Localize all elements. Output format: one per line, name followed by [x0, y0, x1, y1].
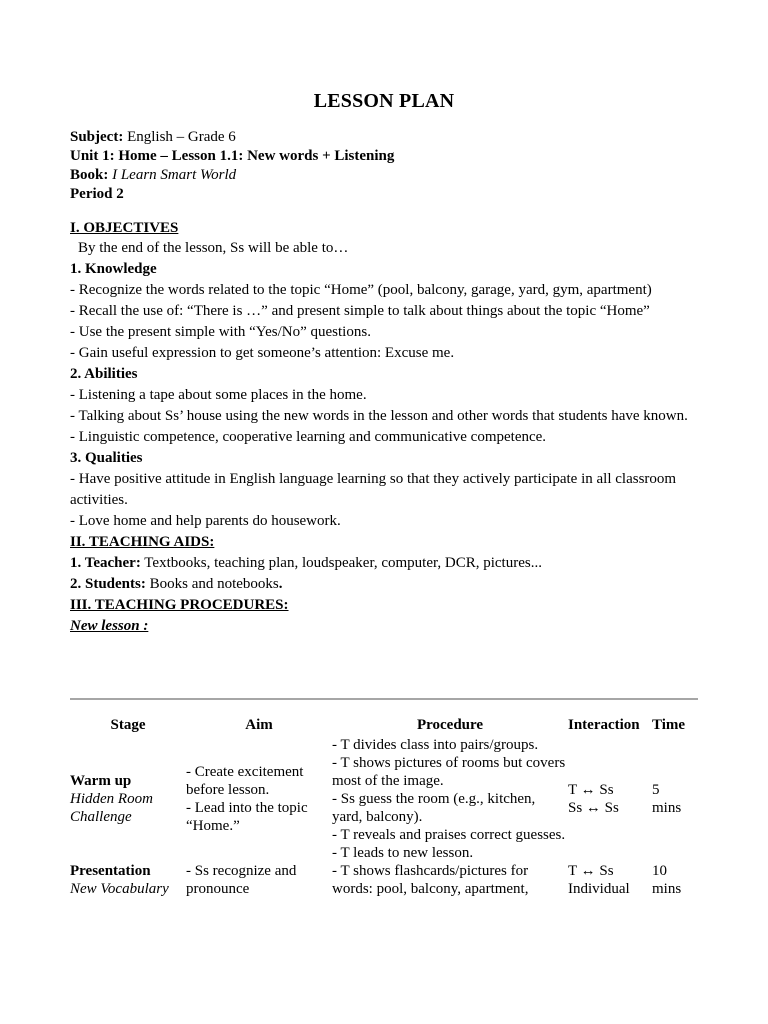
interaction-item: Individual	[568, 881, 630, 897]
procedure-item: - T divides class into pairs/groups.	[332, 737, 539, 753]
knowledge-item: - Recognize the words related to the topic “Home” (pool, balcony, garage, yard, gym, apartment)	[70, 282, 652, 298]
horizontal-rule	[70, 698, 698, 700]
procedure-cell	[332, 862, 568, 898]
aim-item: - Ss recognize and pronounce	[186, 863, 297, 897]
stage-cell	[70, 736, 186, 862]
table-header-row	[70, 716, 698, 736]
knowledge-item: - Recall the use of: “There is …” and present simple to talk about things about the topic “Home”	[70, 303, 650, 319]
aim-cell	[186, 736, 332, 862]
aim-item: - Create excitement before lesson.	[186, 764, 304, 798]
stage-title: Presentation	[70, 863, 151, 879]
column-header-aim: Aim	[245, 717, 273, 733]
stage-cell	[70, 862, 186, 898]
qualities-heading: 3. Qualities	[70, 450, 143, 466]
time-unit: mins	[652, 800, 682, 816]
table-row	[70, 862, 698, 898]
stage-subtitle: New Vocabulary	[70, 881, 169, 897]
table-row	[70, 736, 698, 862]
procedures-heading: III. TEACHING PROCEDURES:	[70, 597, 289, 613]
teacher-label: 1. Teacher:	[70, 555, 141, 571]
stage-subtitle: Hidden Room Challenge	[70, 791, 153, 825]
stage-title: Warm up	[70, 773, 132, 789]
document-body	[70, 128, 700, 637]
time-cell	[652, 862, 698, 898]
subject-label: Subject:	[70, 129, 124, 145]
procedure-item: - T shows flashcards/pictures for words: pool, balcony, apartment,	[332, 863, 529, 897]
procedure-item: - T reveals and praises correct guesses.	[332, 827, 566, 843]
teacher-value: Textbooks, teaching plan, loudspeaker, computer, DCR, pictures...	[140, 555, 542, 571]
qualities-item: - Have positive attitude in English language learning so that they actively participate in all classroom activities.	[70, 471, 677, 508]
time-cell	[652, 736, 698, 862]
procedure-cell	[332, 736, 568, 862]
column-header-time: Time	[652, 717, 686, 733]
procedure-item: - T shows pictures of rooms but covers most of the image.	[332, 755, 566, 789]
aim-cell	[186, 862, 332, 898]
interaction-item: T ↔ Ss	[568, 782, 614, 798]
interaction-item: T ↔ Ss	[568, 863, 614, 879]
unit-line: Unit 1: Home – Lesson 1.1: New words + Listening	[70, 148, 395, 164]
procedure-item: - T leads to new lesson.	[332, 845, 474, 861]
interaction-cell	[568, 862, 652, 898]
abilities-item: - Linguistic competence, cooperative learning and communicative competence.	[70, 429, 547, 445]
book-label: Book:	[70, 167, 109, 183]
column-header-interaction: Interaction	[568, 717, 640, 733]
abilities-item: - Listening a tape about some places in the home.	[70, 387, 367, 403]
interaction-cell	[568, 736, 652, 862]
page-title: LESSON PLAN	[313, 90, 455, 112]
knowledge-heading: 1. Knowledge	[70, 261, 157, 277]
procedure-item: - Ss guess the room (e.g., kitchen, yard, balcony).	[332, 791, 536, 825]
procedures-table	[70, 716, 698, 898]
objectives-intro: By the end of the lesson, Ss will be able to…	[78, 240, 349, 256]
qualities-item: - Love home and help parents do housework.	[70, 513, 341, 529]
aim-item: - Lead into the topic “Home.”	[186, 800, 308, 834]
time-unit: mins	[652, 881, 682, 897]
abilities-heading: 2. Abilities	[70, 366, 138, 382]
column-header-procedure: Procedure	[416, 717, 484, 733]
abilities-item: - Talking about Ss’ house using the new words in the lesson and other words that students have known.	[70, 408, 688, 424]
knowledge-item: - Use the present simple with “Yes/No” questions.	[70, 324, 371, 340]
teaching-aids-heading: II. TEACHING AIDS:	[70, 534, 215, 550]
students-end: .	[278, 576, 283, 592]
time-value: 10	[652, 863, 667, 879]
subject-value: English – Grade 6	[123, 129, 236, 145]
time-value: 5	[652, 782, 660, 798]
objectives-heading: I. OBJECTIVES	[70, 220, 179, 236]
students-label: 2. Students:	[70, 576, 146, 592]
knowledge-item: - Gain useful expression to get someone’s attention: Excuse me.	[70, 345, 455, 361]
book-value: I Learn Smart World	[112, 167, 237, 183]
students-value: Books and notebooks	[145, 576, 279, 592]
column-header-stage: Stage	[110, 717, 146, 733]
interaction-item: Ss ↔ Ss	[568, 800, 619, 816]
new-lesson-label: New lesson :	[70, 618, 149, 634]
period-line: Period 2	[70, 186, 124, 202]
